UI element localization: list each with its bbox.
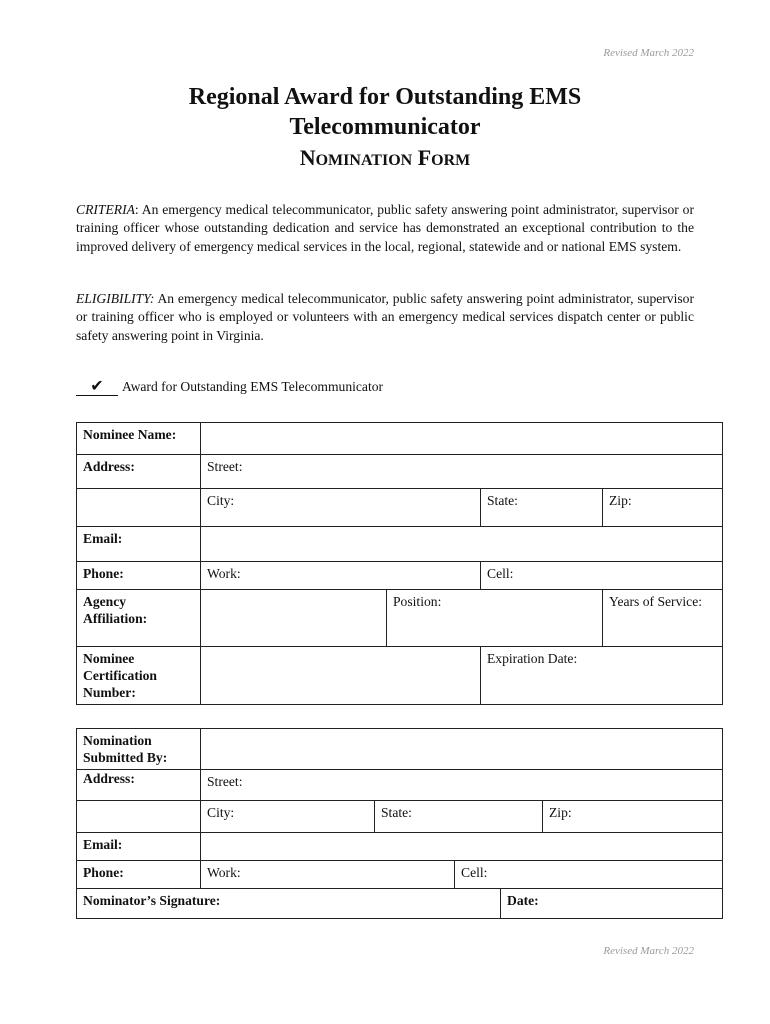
nominee-address-label: Address: xyxy=(77,455,201,489)
revised-date-header: Revised March 2022 xyxy=(603,47,694,59)
nominator-city-field[interactable]: City: xyxy=(201,801,375,833)
nominator-email-label: Email: xyxy=(77,833,201,861)
nominee-state-field[interactable]: State: xyxy=(481,489,603,527)
nominee-address-row xyxy=(77,455,723,489)
eligibility-label: ELIGIBILITY: xyxy=(76,291,155,306)
form-title-line1: Regional Award for Outstanding EMS xyxy=(188,84,582,110)
nominee-city-spacer xyxy=(77,489,201,527)
award-label: Award for Outstanding EMS Telecommunicator xyxy=(122,379,384,394)
cert-label-line2: Certification xyxy=(83,668,157,683)
nominee-name-field[interactable] xyxy=(201,423,723,455)
years-of-service-field[interactable]: Years of Service: xyxy=(603,590,723,647)
criteria-text: : An emergency medical telecommunicator, public safety answering point administrator, supervisor or training officer whose outstanding dedication and service has demonstrated an exceptional contribution to the improved delivery of emergency medical services in the local, regional, statewide and or national EMS system. xyxy=(76,202,694,254)
criteria-paragraph xyxy=(76,201,694,256)
nominee-zip-field[interactable]: Zip: xyxy=(603,489,723,527)
nominator-table xyxy=(76,728,723,919)
cert-label-line1: Nominee xyxy=(83,651,135,666)
agency-label-line2: Affiliation: xyxy=(83,611,148,626)
nominee-work-phone-field[interactable]: Work: xyxy=(201,562,481,590)
submitted-by-label xyxy=(77,729,201,770)
submitted-by-row xyxy=(77,729,723,770)
expiration-date-field[interactable]: Expiration Date: xyxy=(481,647,723,705)
eligibility-text: An emergency medical telecommunicator, public safety answering point administrator, supervisor or training officer who is employed or volunteers with an emergency medical services dispatch center or public safety answering point in Virginia. xyxy=(76,291,694,343)
nominator-phone-row xyxy=(77,861,723,889)
nominator-phone-label: Phone: xyxy=(77,861,201,889)
nominator-work-phone-field[interactable]: Work: xyxy=(201,861,455,889)
nominator-email-field[interactable] xyxy=(201,833,723,861)
cert-label-line3: Number: xyxy=(83,685,136,700)
nominee-email-row xyxy=(77,527,723,562)
signature-date-field[interactable]: Date: xyxy=(501,889,723,919)
agency-affiliation-label xyxy=(77,590,201,647)
nominator-city-spacer xyxy=(77,801,201,833)
subtitle-cap-f: F xyxy=(417,145,432,170)
nominator-signature-field[interactable]: Nominator’s Signature: xyxy=(77,889,501,919)
agency-affiliation-field[interactable] xyxy=(201,590,387,647)
nominator-cell-phone-field[interactable]: Cell: xyxy=(455,861,723,889)
submitted-label-line1: Nomination xyxy=(83,733,152,748)
nominee-phone-label: Phone: xyxy=(77,562,201,590)
certification-number-label xyxy=(77,647,201,705)
certification-number-field[interactable] xyxy=(201,647,481,705)
nominee-table xyxy=(76,422,723,705)
criteria-label: CRITERIA xyxy=(76,202,135,217)
subtitle-cap-n: N xyxy=(299,145,316,170)
nominee-phone-row xyxy=(77,562,723,590)
form-subtitle xyxy=(0,143,770,176)
nominee-city-field[interactable]: City: xyxy=(201,489,481,527)
eligibility-paragraph xyxy=(76,290,694,345)
nominee-email-field[interactable] xyxy=(201,527,723,562)
award-selection xyxy=(76,377,383,397)
award-checkbox[interactable]: ✔ xyxy=(76,379,118,396)
nominee-email-label: Email: xyxy=(77,527,201,562)
nominator-zip-field[interactable]: Zip: xyxy=(543,801,723,833)
nominator-email-row xyxy=(77,833,723,861)
subtitle-rest-orm: ORM xyxy=(431,152,471,169)
submitted-label-line2: Submitted By: xyxy=(83,750,168,765)
nominee-street-field[interactable]: Street: xyxy=(201,455,723,489)
revised-date-footer: Revised March 2022 xyxy=(603,945,694,957)
nominee-agency-row xyxy=(77,590,723,647)
nominator-street-field[interactable]: Street: xyxy=(201,770,723,801)
form-title-line2: Telecommunicator xyxy=(289,114,481,140)
position-field[interactable]: Position: xyxy=(387,590,603,647)
subtitle-rest-omination: OMINATION xyxy=(315,152,413,169)
nominee-city-row xyxy=(77,489,723,527)
nominator-address-label: Address: xyxy=(77,770,201,801)
nominee-name-label: Nominee Name: xyxy=(77,423,201,455)
nominee-certification-row xyxy=(77,647,723,705)
nominator-signature-row xyxy=(77,889,723,919)
nominee-cell-phone-field[interactable]: Cell: xyxy=(481,562,723,590)
agency-label-line1: Agency xyxy=(83,594,127,609)
nominee-name-row xyxy=(77,423,723,455)
nominator-state-field[interactable]: State: xyxy=(375,801,543,833)
nominator-city-row xyxy=(77,801,723,833)
nominator-address-row xyxy=(77,770,723,801)
submitted-by-field[interactable] xyxy=(201,729,723,770)
